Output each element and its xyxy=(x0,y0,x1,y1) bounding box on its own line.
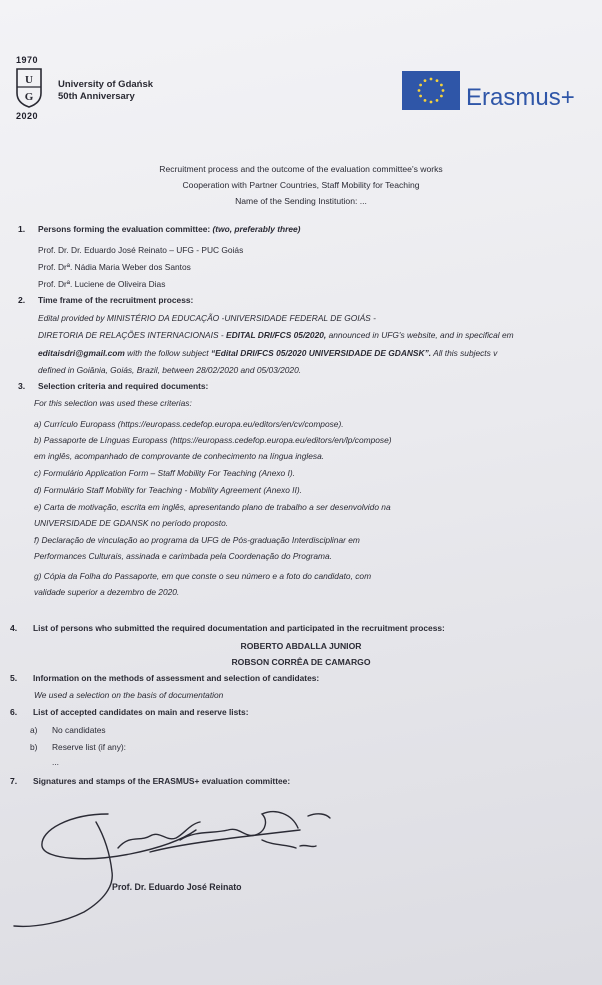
reserve-list-ellipsis: ... xyxy=(52,757,59,767)
section7-heading: Signatures and stamps of the ERASMUS+ evaluation committee: xyxy=(33,776,291,786)
university-name xyxy=(58,79,153,103)
committee-member-2: Prof. Drª. Nádia Maria Weber dos Santos xyxy=(38,262,191,272)
criteria-line: For this selection was used these criterias: xyxy=(34,398,192,408)
title-line3: Name of the Sending Institution: ... xyxy=(235,196,367,206)
university-shield-icon xyxy=(14,67,44,109)
section3-number: 3. xyxy=(18,381,26,391)
svg-text:U: U xyxy=(25,74,33,86)
criteria-line: f) Declaração de vinculação ao programa da UFG de Pós-graduação Interdisciplinar em xyxy=(34,535,360,545)
eu-flag-icon xyxy=(402,71,460,110)
section1-heading: Persons forming the evaluation committee: xyxy=(38,224,211,234)
section2-line1: Edital provided by MINISTÉRIO DA EDUCAÇÃO -UNIVERSIDADE FEDERAL DE GOIÁS - xyxy=(38,313,376,323)
criteria-line: e) Carta de motivação, escrita em inglês, apresentando plano de trabalho a ser desenvolvido na xyxy=(34,502,391,512)
section6-number: 6. xyxy=(10,707,18,717)
reserve-list-marker: b) xyxy=(30,742,38,752)
section5-line: We used a selection on the basis of documentation xyxy=(34,690,224,700)
section3-heading: Selection criteria and required documents: xyxy=(38,381,209,391)
section2-line2-c: announced in UFG's website, and in specifical em xyxy=(326,330,514,340)
title-line1: Recruitment process and the outcome of the evaluation committee's works xyxy=(159,164,443,174)
candidate-name: ROBSON CORRÊA DE CAMARGO xyxy=(231,657,371,667)
section1-heading-row xyxy=(38,224,300,234)
erasmus-logo-text: Erasmus+ xyxy=(466,84,575,111)
section2-line3-d: All this subjects v xyxy=(431,348,498,358)
committee-member-1: Prof. Dr. Dr. Eduardo José Reinato – UFG - PUC Goiás xyxy=(38,245,244,255)
reserve-list-text: Reserve list (if any): xyxy=(52,742,126,752)
edital-reference: EDITAL DRI/FCS 05/2020, xyxy=(226,330,327,340)
section2-line3 xyxy=(38,348,497,358)
criteria-line: g) Cópia da Folha do Passaporte, em que conste o seu número e a foto do candidato, com xyxy=(34,571,372,581)
logo-year-bottom: 2020 xyxy=(16,111,39,121)
criteria-line: validade superior a dezembro de 2020. xyxy=(34,587,180,597)
section5-heading: Information on the methods of assessment and selection of candidates: xyxy=(33,673,320,683)
logo-year-top: 1970 xyxy=(16,55,39,65)
criteria-line: c) Formulário Application Form – Staff Mobility For Teaching (Anexo I). xyxy=(34,468,295,478)
section4-heading: List of persons who submitted the required documentation and participated in the recruitment process: xyxy=(33,623,445,633)
title-line2: Cooperation with Partner Countries, Staff Mobility for Teaching xyxy=(182,180,420,190)
criteria-line: Performances Culturais, assinada e carimbada pela Coordenação do Programa. xyxy=(34,551,332,561)
svg-text:G: G xyxy=(24,91,34,103)
criteria-line: d) Formulário Staff Mobility for Teaching - Mobility Agreement (Anexo II). xyxy=(34,485,302,495)
eu-stars-icon xyxy=(402,71,460,110)
university-name-line2: 50th Anniversary xyxy=(58,91,135,102)
committee-member-3: Prof. Drª. Luciene de Oliveira Dias xyxy=(38,279,166,289)
handwritten-signature-icon xyxy=(0,800,602,930)
section2-line3-b: with the follow subject xyxy=(124,348,211,358)
section1-heading-note: (two, preferably three) xyxy=(212,224,301,234)
section5-number: 5. xyxy=(10,673,18,683)
section2-heading: Time frame of the recruitment process: xyxy=(38,295,194,305)
criteria-line: a) Currículo Europass (https://europass.cedefop.europa.eu/editors/en/cv/compose). xyxy=(34,419,344,429)
section4-number: 4. xyxy=(10,623,18,633)
section2-line4: defined in Goiânia, Goiás, Brazil, between 28/02/2020 and 05/03/2020. xyxy=(38,365,302,375)
main-list-text: No candidates xyxy=(52,725,106,735)
criteria-line: b) Passaporte de Línguas Europass (https://europass.cedefop.europa.eu/editors/en/lp/compose) xyxy=(34,435,392,445)
email-subject: “Edital DRI/FCS 05/2020 UNIVERSIDADE DE GDANSK”. xyxy=(210,348,432,358)
section6-heading: List of accepted candidates on main and reserve lists: xyxy=(33,707,249,717)
criteria-line: em inglês, acompanhado de comprovante de conhecimento na língua inglesa. xyxy=(34,451,325,461)
criteria-line: UNIVERSIDADE DE GDANSK no período proposto. xyxy=(34,518,229,528)
section2-line2 xyxy=(38,330,514,340)
section1-number: 1. xyxy=(18,224,26,234)
section2-number: 2. xyxy=(18,295,26,305)
candidate-name: ROBERTO ABDALLA JUNIOR xyxy=(240,641,362,651)
contact-email: editaisdri@gmail.com xyxy=(38,348,125,358)
section2-line2-a: DIRETORIA DE RELAÇÕES INTERNACIONAIS - xyxy=(38,330,224,340)
section7-number: 7. xyxy=(10,776,18,786)
main-list-marker: a) xyxy=(30,725,38,735)
signatory-name: Prof. Dr. Eduardo José Reinato xyxy=(112,882,242,892)
university-name-line1: University of Gdańsk xyxy=(58,79,154,90)
